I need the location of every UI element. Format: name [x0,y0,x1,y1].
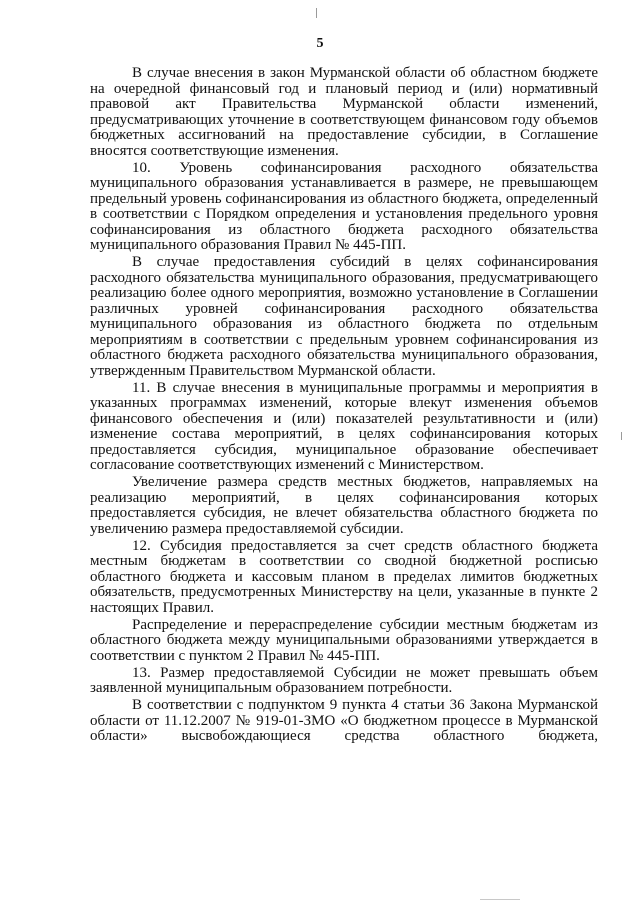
paragraph-released-funds: В соответствии с подпунктом 9 пункта 4 статьи 36 Закона Мурманской области от 11.12.2007 № 919-01-ЗМО «О бюджетном процессе в Мурманской области» высвобождающиеся средства областного бюджета, [90,697,598,744]
scan-mark-top [316,8,317,18]
paragraph-item-11: 11. В случае внесения в муниципальные программы и мероприятия в указанных программах изменений, которые влекут изменения объемов финансового обеспечения и (или) показателей результативности и (или) изменение состава мероприятий, в целях софинансирования которых предоставляется субсидия, муниципальное образование обеспечивает согласование соответствующих изменений с Министерством. [90,379,598,473]
scan-mark-right [621,432,622,440]
paragraph-item-12: 12. Субсидия предоставляется за счет средств областного бюджета местным бюджетам в соответствии со сводной бюджетной росписью областного бюджета и кассовым планом в пределах лимитов бюджетных обязательств, предусмотренных Министерству на цели, указанные в пункте 2 настоящих Правил. [90,537,598,616]
paragraph-cofinancing-levels: В случае предоставления субсидий в целях софинансирования расходного обязательства муниципального образования, предусматривающего реализацию более одного мероприятия, возможно установление в Соглашении различных уровней софинансирования расходного обязательства муниципального образования из областного бюджета по отдельным мероприятиям в соответствии с предельным уровнем софинансирования из областного бюджета расходного обязательства муниципального образования, утвержденным Правительством Мурманской области. [90,254,598,379]
paragraph-item-10: 10. Уровень софинансирования расходного обязательства муниципального образования устанавливается в размере, не превышающем предельный уровень софинансирования из областного бюджета, определенный в соответствии с Порядком определения и установления предельного уровня софинансирования из областного бюджета расходного обязательства муниципального образования Правил № 445-ПП. [90,159,598,253]
paragraph-local-budget-increase: Увеличение размера средств местных бюджетов, направляемых на реализацию мероприятий, в целях софинансирования которых предоставляется субсидия, не влечет обязательства областного бюджета по увеличению размера предоставляемой субсидии. [90,474,598,537]
paragraph-subsidy-distribution: Распределение и перераспределение субсидии местным бюджетам из областного бюджета между муниципальными образованиями утверждается в соответствии с пунктом 2 Правил № 445-ПП. [90,616,598,664]
document-body [90,66,598,746]
paragraph-budget-law-changes: В случае внесения в закон Мурманской области об областном бюджете на очередной финансовый год и плановый период и (или) нормативный правовой акт Правительства Мурманской области изменений, предусматривающих уточнение в соответствующем финансовом году объемов бюджетных ассигнований на предоставление субсидии, в Соглашение вносятся соответствующие изменения. [90,65,598,159]
paragraph-item-13: 13. Размер предоставляемой Субсидии не может превышать объем заявленной муниципальным образованием потребности. [90,664,598,696]
page-number: 5 [316,36,324,51]
scan-artifact-bottom [480,899,520,900]
